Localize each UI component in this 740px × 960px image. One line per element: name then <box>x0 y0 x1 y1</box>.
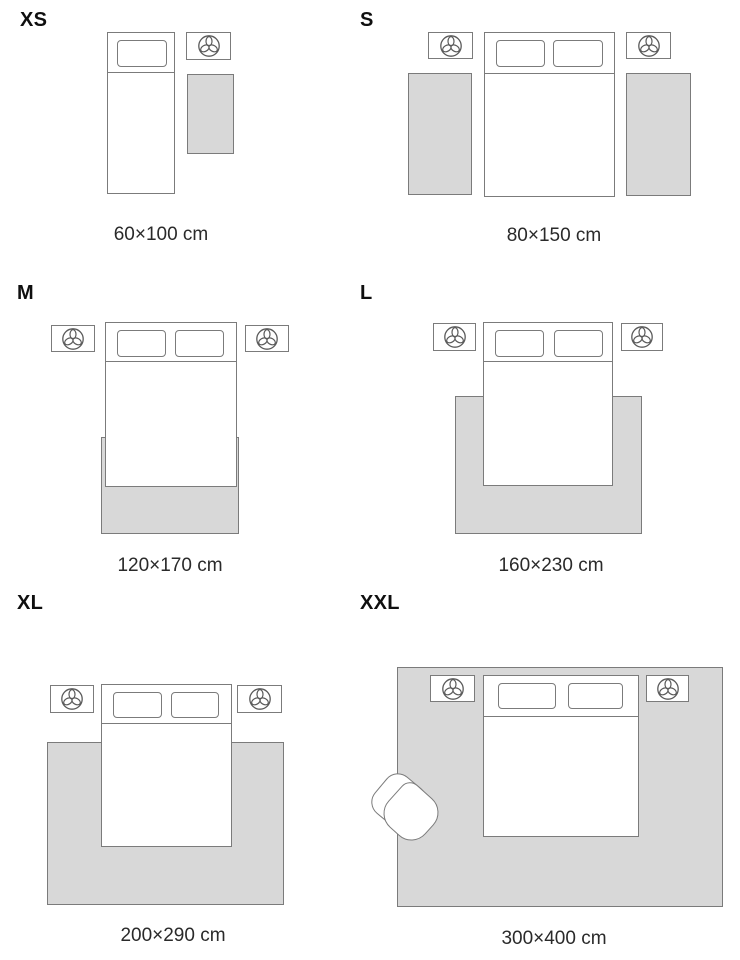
bed-double <box>483 675 639 837</box>
dimension-label: 200×290 cm <box>120 925 226 946</box>
dimension-label: 60×100 cm <box>113 224 209 245</box>
pillow <box>568 683 623 709</box>
size-label: XS <box>20 9 48 31</box>
size-label: XL <box>17 592 44 614</box>
lamp-icon <box>656 677 680 701</box>
nightstand-right <box>646 675 689 702</box>
nightstand-left <box>430 675 475 702</box>
size-label: L <box>360 282 373 304</box>
size-label: XXL <box>360 592 400 614</box>
dimension-label: 160×230 cm <box>498 555 604 576</box>
bed-headboard <box>484 676 638 717</box>
size-label: S <box>360 9 374 31</box>
pillow <box>498 683 556 709</box>
dimension-label: 120×170 cm <box>117 555 223 576</box>
dimension-label: 300×400 cm <box>501 928 607 949</box>
lamp-icon <box>441 677 465 701</box>
size-label: M <box>17 282 34 304</box>
dimension-label: 80×150 cm <box>506 225 602 246</box>
